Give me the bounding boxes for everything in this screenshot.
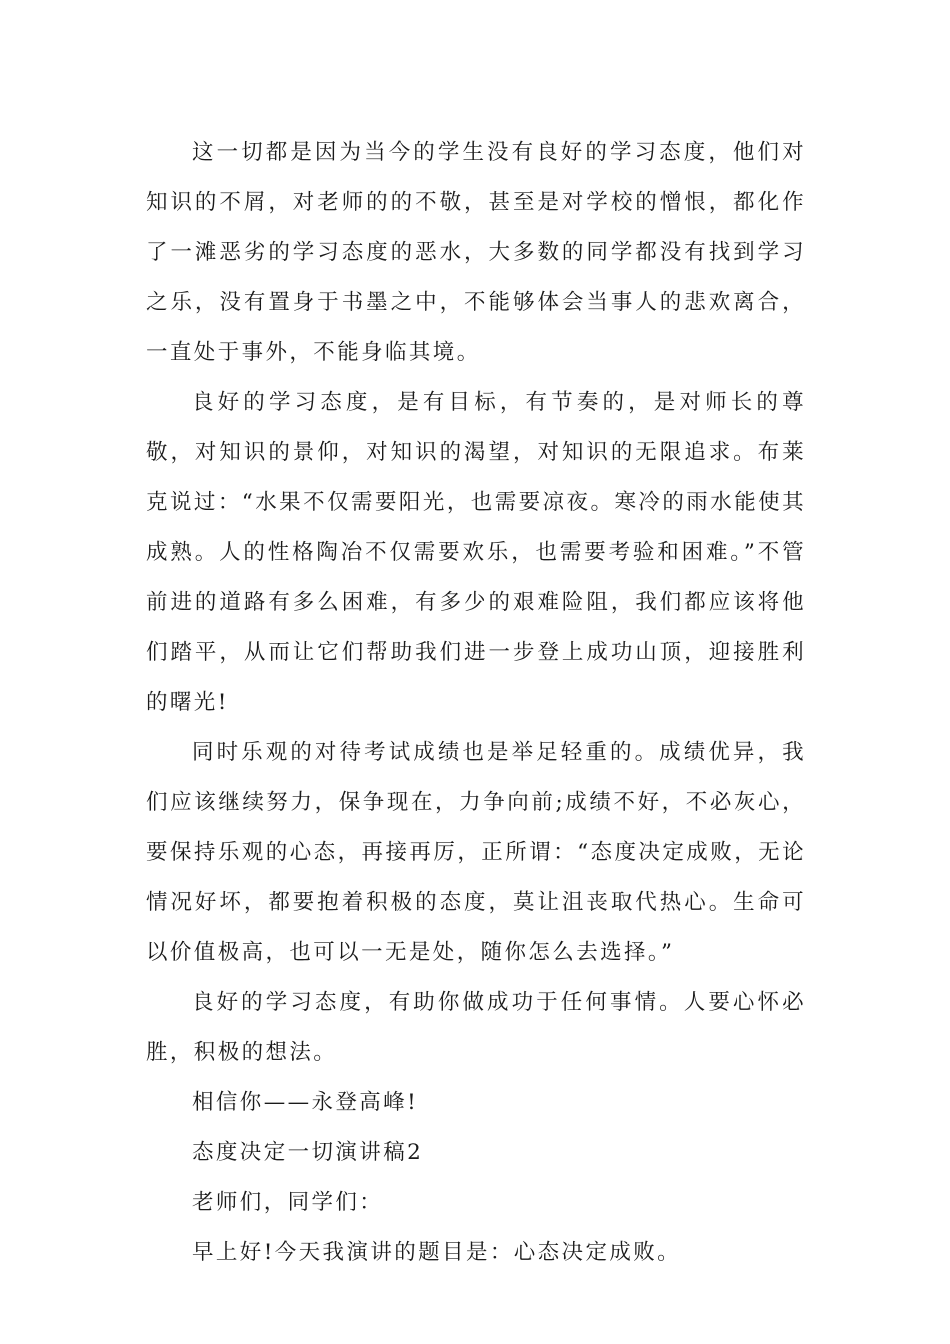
opening-line: 早上好!今天我演讲的题目是：心态决定成败。: [192, 1240, 682, 1265]
paragraph: 良好的学习态度，是有目标，有节奏的，是对师长的尊敬，对知识的景仰，对知识的渴望，对知识的无限追求。布莱克说过：“水果不仅需要阳光，也需要凉夜。寒冷的雨水能使其成熟。人的性格陶冶不仅需要欢乐，也需要考验和困难。”不管前进的道路有多么困难，有多少的艰难险阻，我们都应该将他们踏平，从而让它们帮助我们进一步登上成功山顶，迎接胜利的曙光!: [146, 390, 806, 715]
paragraph: 这一切都是因为当今的学生没有良好的学习态度，他们对知识的不屑，对老师的的不敬，甚至是对学校的憎恨，都化作了一滩恶劣的学习态度的恶水，大多数的同学都没有找到学习之乐，没有置身于书墨之中，不能够体会当事人的悲欢离合，一直处于事外，不能身临其境。: [146, 140, 806, 365]
document-body: [146, 128, 806, 1278]
section-title: 态度决定一切演讲稿2: [192, 1140, 424, 1165]
paragraph: 良好的学习态度，有助你做成功于任何事情。人要心怀必胜，积极的想法。: [146, 990, 806, 1065]
closing-line: 相信你——永登高峰!: [192, 1090, 419, 1115]
salutation: 老师们，同学们：: [192, 1190, 384, 1215]
paragraph: 同时乐观的对待考试成绩也是举足轻重的。成绩优异，我们应该继续努力，保争现在，力争向前;成绩不好，不必灰心，要保持乐观的心态，再接再厉，正所谓：“态度决定成败，无论情况好坏，都要抱着积极的态度，莫让沮丧取代热心。生命可以价值极高，也可以一无是处，随你怎么去选择。”: [146, 740, 806, 965]
